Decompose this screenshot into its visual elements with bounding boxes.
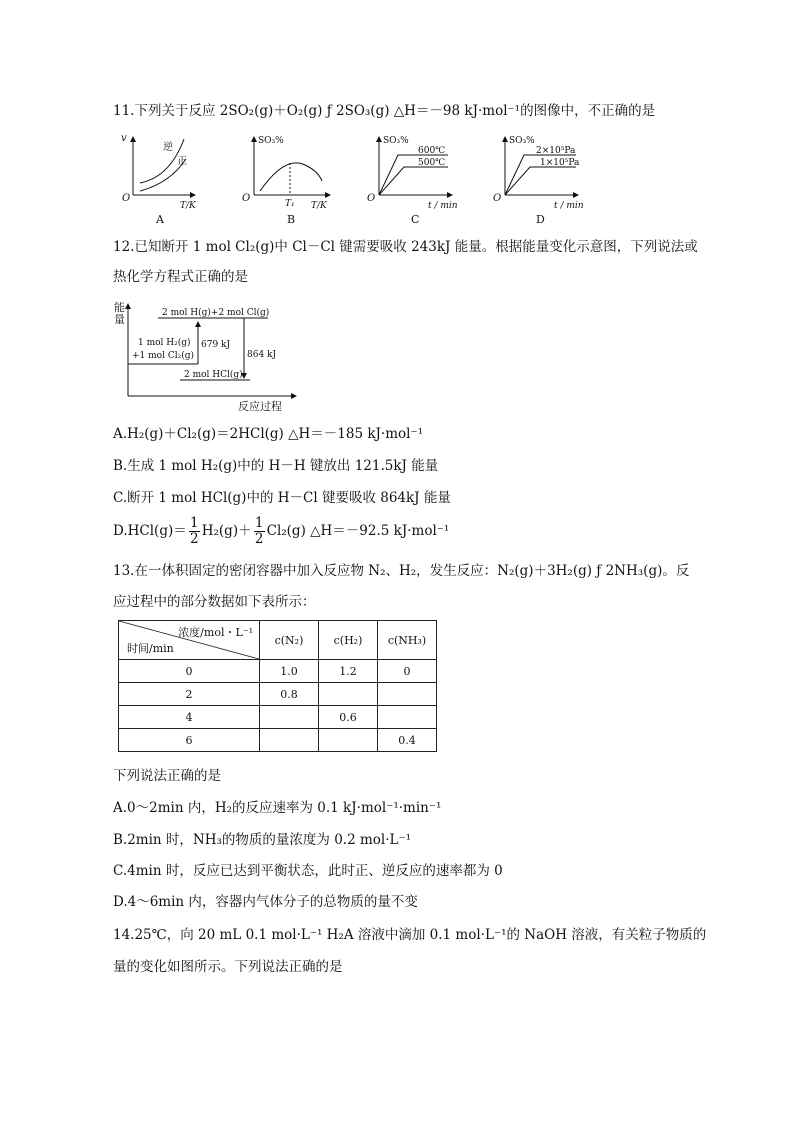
column-header: c(N₂) — [260, 621, 319, 660]
table-cell: 1.0 — [260, 660, 319, 683]
graph-d-curve-1e5 — [505, 167, 576, 195]
option-d-suffix: Cl₂(g) △H＝－92.5 kJ·mol⁻¹ — [266, 523, 450, 539]
graph-b-letter: B — [287, 213, 296, 226]
q13-table — [118, 620, 437, 752]
table-row — [119, 729, 437, 752]
graph-a-letter: A — [156, 213, 164, 226]
graph-a-origin: O — [122, 193, 131, 204]
level-bottom: 2 mol HCl(g) — [184, 370, 243, 380]
fraction-2 — [254, 516, 265, 547]
q13-option-a: A.0～2min 内，H₂的反应速率为 0.1 kJ·mol⁻¹·min⁻¹ — [113, 800, 442, 816]
q12-stem-line1: 12.已知断开 1 mol Cl₂(g)中 Cl－Cl 键需要吸收 243kJ 能量。根据能量变化示意图，下列说法或 — [113, 239, 698, 255]
graph-b-ylabel: SO₃% — [258, 136, 284, 146]
q12-option-a: A.H₂(g)＋Cl₂(g)＝2HCl(g) △H＝－185 kJ·mol⁻¹ — [113, 426, 423, 442]
fraction-1-num: 1 — [189, 514, 199, 531]
level-top: 2 mol H(g)+2 mol Cl(g) — [162, 308, 270, 318]
graph-c-curve-500 — [379, 167, 448, 195]
table-cell: 0.4 — [378, 729, 437, 752]
graph-b-curve — [260, 163, 322, 191]
table-cell: 0 — [378, 660, 437, 683]
q14-stem-line1: 14.25℃，向 20 mL 0.1 mol·L⁻¹ H₂A 溶液中滴加 0.1 mol·L⁻¹的 NaOH 溶液，有关粒子物质的 — [113, 927, 707, 943]
graph-d-ylabel: SO₃% — [509, 136, 535, 146]
table-cell: 4 — [119, 706, 260, 729]
column-header: c(NH₃) — [378, 621, 437, 660]
fraction-1-den: 2 — [189, 530, 199, 547]
table-row — [119, 683, 437, 706]
graph-a-xlabel: T/K — [180, 201, 196, 211]
graph-d-label-1e5: 1×10⁵Pa — [540, 158, 580, 168]
graph-d-xlabel: t / min — [554, 201, 584, 211]
graph-c — [367, 136, 458, 226]
table-cell — [319, 683, 378, 706]
q13-option-d: D.4～6min 内，容器内气体分子的总物质的量不变 — [113, 894, 418, 910]
fraction-1 — [189, 516, 200, 547]
fraction-2-num: 1 — [254, 514, 264, 531]
q13-stem-line1: 13.在一体积固定的密闭容器中加入反应物 N₂、H₂，发生反应：N₂(g)＋3H₂(g) ƒ 2NH₃(g)。反 — [113, 563, 690, 579]
graph-c-xlabel: t / min — [428, 201, 458, 211]
table-cell: 0.8 — [260, 683, 319, 706]
q12-stem-line2: 热化学方程式正确的是 — [113, 269, 248, 285]
column-header: c(H₂) — [319, 621, 378, 660]
graph-a-label-reverse: 逆 — [163, 142, 173, 153]
diagram-xlabel: 反应过程 — [238, 400, 282, 413]
q12-option-d — [113, 511, 449, 551]
table-cell: 0 — [119, 660, 260, 683]
table-row — [119, 706, 437, 729]
q11-graphs — [0, 125, 794, 235]
table-header-corner — [119, 621, 260, 660]
table-cell — [378, 683, 437, 706]
table-cell: 6 — [119, 729, 260, 752]
q13-stem-line2: 应过程中的部分数据如下表所示： — [113, 594, 316, 610]
q14-stem-line2: 量的变化如图所示。下列说法正确的是 — [113, 959, 343, 975]
table-cell — [260, 706, 319, 729]
q13-option-b: B.2min 时，NH₃的物质的量浓度为 0.2 mol·L⁻¹ — [113, 832, 411, 848]
header-time: 时间/min — [127, 642, 174, 655]
diagram-ylabel-2: 量 — [114, 313, 125, 326]
q12-energy-diagram — [110, 296, 310, 416]
table-cell — [260, 729, 319, 752]
graph-b-xlabel: T/K — [311, 201, 327, 211]
graph-d — [493, 136, 584, 226]
fraction-2-den: 2 — [254, 530, 264, 547]
graph-c-label-500: 500℃ — [418, 158, 446, 168]
graph-d-letter: D — [536, 213, 545, 226]
table-cell — [319, 729, 378, 752]
q13-option-c: C.4min 时，反应已达到平衡状态，此时正、逆反应的速率都为 0 — [113, 863, 503, 879]
q13-prompt: 下列说法正确的是 — [113, 768, 221, 784]
graph-d-label-2e5: 2×10⁵Pa — [536, 146, 576, 156]
table-cell: 1.2 — [319, 660, 378, 683]
energy-864: 864 kJ — [247, 350, 277, 360]
level-left-1: 1 mol H₂(g) — [138, 338, 191, 348]
graph-a-label-forward: 正 — [177, 156, 187, 167]
option-d-prefix: D.HCl(g)＝ — [113, 523, 187, 539]
graph-b — [242, 136, 330, 226]
graph-d-origin: O — [493, 193, 502, 204]
level-left-2: +1 mol Cl₂(g) — [132, 351, 194, 361]
graph-a-ylabel: v — [121, 133, 127, 144]
q11-stem: 11.下列关于反应 2SO₂(g)＋O₂(g) ƒ 2SO₃(g) △H＝－98 kJ·mol⁻¹的图像中，不正确的是 — [113, 103, 656, 119]
table-cell — [378, 706, 437, 729]
table-cell: 0.6 — [319, 706, 378, 729]
table-cell: 2 — [119, 683, 260, 706]
graph-c-label-600: 600℃ — [418, 146, 446, 156]
graph-b-t1: T₁ — [285, 199, 295, 209]
table-header-row — [119, 621, 437, 660]
q12-option-c: C.断开 1 mol HCl(g)中的 H－Cl 键要吸收 864kJ 能量 — [113, 490, 451, 506]
graph-c-ylabel: SO₃% — [383, 136, 409, 146]
header-concentration: 浓度/mol・L⁻¹ — [178, 626, 253, 639]
energy-679: 679 kJ — [201, 340, 231, 350]
option-d-mid: H₂(g)＋ — [201, 523, 252, 539]
table-row — [119, 660, 437, 683]
graph-c-letter: C — [411, 213, 420, 226]
q12-option-b: B.生成 1 mol H₂(g)中的 H－H 键放出 121.5kJ 能量 — [113, 458, 439, 474]
graph-b-origin: O — [242, 193, 251, 204]
diagram-ylabel-1: 能 — [114, 301, 125, 314]
graph-a — [121, 133, 197, 226]
graph-c-origin: O — [367, 193, 376, 204]
